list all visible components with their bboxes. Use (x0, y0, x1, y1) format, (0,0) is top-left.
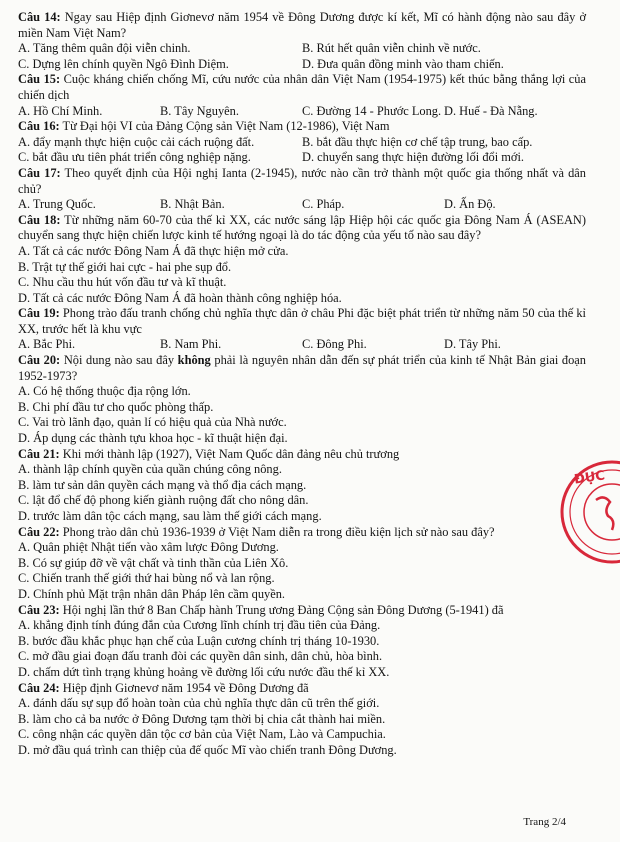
option-d: D. Áp dụng các thành tựu khoa học - kĩ thuật hiện đại. (18, 431, 288, 446)
option-b: B. Tây Nguyên. (160, 103, 239, 118)
question-number: Câu 16: (18, 119, 60, 134)
option-c: C. công nhận các quyền dân tộc cơ bản của Việt Nam, Lào và Campuchia. (18, 727, 386, 742)
question-stem: Câu 21: Khi mới thành lập (1927), Việt Nam Quốc dân đảng nêu chủ trương (18, 446, 400, 461)
option-a: A. Có hệ thống thuộc địa rộng lớn. (18, 384, 191, 399)
question-14 (18, 10, 586, 72)
option-b: B. làm cho cả ba nước ở Đông Dương tạm thời bị chia cắt thành hai miền. (18, 711, 386, 726)
question-number: Câu 15: (18, 72, 61, 87)
option-a: A. Tất cả các nước Đông Nam Á đã thực hiện mở cửa. (18, 243, 289, 258)
question-number: Câu 19: (18, 306, 60, 321)
question-19 (18, 306, 586, 353)
option-a: A. Tăng thêm quân đội viễn chinh. (18, 41, 191, 56)
option-d: D. Chính phủ Mặt trận nhân dân Pháp lên cầm quyền. (18, 586, 286, 601)
question-number: Câu 17: (18, 165, 61, 180)
question-stem: Câu 22: Phong trào dân chủ 1936-1939 ở Việt Nam diễn ra trong điều kiện lịch sử nào sau đây? (18, 524, 495, 539)
question-16 (18, 119, 586, 166)
option-c: C. Pháp. (302, 197, 345, 212)
question-stem: Câu 15: Cuộc kháng chiến chống Mĩ, cứu nước của nhân dân Việt Nam (1954-1975) kết thúc bằng thắng lợi của chiến dịch (18, 72, 586, 102)
question-24 (18, 681, 586, 759)
answer-options (18, 41, 586, 72)
question-stem: Câu 24: Hiệp định Giơnevơ năm 1954 về Đông Dương đã (18, 680, 309, 695)
option-d: D. Tây Phi. (444, 337, 501, 352)
option-d: D. chấm dứt tình trạng khủng hoảng về đường lối cứu nước đầu thế kỉ XX. (18, 664, 390, 679)
answer-options (18, 104, 586, 120)
option-a: A. Quân phiệt Nhật tiến vào xâm lược Đông Dương. (18, 540, 279, 555)
option-b: B. Nhật Bản. (160, 197, 225, 212)
option-a: A. khẳng định tính đúng đắn của Cương lĩnh chính trị đầu tiên của Đảng. (18, 618, 381, 633)
option-a: A. Trung Quốc. (18, 197, 96, 212)
option-c: C. bắt đầu ưu tiên phát triển công nghiệp nặng. (18, 150, 251, 165)
option-a: A. Hồ Chí Minh. (18, 103, 103, 118)
question-stem: Câu 18: Từ những năm 60-70 của thế kỉ XX, các nước sáng lập Hiệp hội các quốc gia Đông Nam Á (ASEAN) chuyển sang thực hiện chiến lược kinh tế hướng ngoại là do tác động của yếu tố nào sau đây? (18, 212, 586, 243)
seal-text: ĐỤC (573, 468, 606, 488)
question-number: Câu 23: (18, 602, 60, 617)
option-d: D. Đưa quân đồng minh vào tham chiến. (302, 56, 504, 71)
option-b: B. Có sự giúp đỡ về vật chất và tinh thần của Liên Xô. (18, 555, 289, 570)
official-seal-stamp (556, 456, 620, 568)
option-b: B. bước đầu khắc phục hạn chế của Luận cương chính trị tháng 10-1930. (18, 633, 380, 648)
question-17 (18, 166, 586, 213)
option-c: C. Dựng lên chính quyền Ngô Đình Diệm. (18, 56, 229, 71)
option-d: D. trước làm dân tộc cách mạng, sau làm thế giới cách mạng. (18, 509, 322, 523)
question-stem: Câu 20: Nội dung nào sau đây không phải là nguyên nhân dẫn đến sự phát triển của kinh tế Nhật Bản giai đoạn 1952-1973? (18, 353, 586, 383)
answer-options (18, 197, 586, 213)
option-b: B. Chi phí đầu tư cho quốc phòng thấp. (18, 399, 214, 414)
option-a: A. Bắc Phi. (18, 337, 76, 352)
question-number: Câu 24: (18, 680, 60, 695)
option-c: C. Đông Phi. (302, 337, 367, 352)
question-stem: Câu 14: Ngay sau Hiệp định Giơnevơ năm 1954 về Đông Dương được kí kết, Mĩ có hành động nào sau đây ở miền Nam Việt Nam? (18, 10, 586, 40)
question-stem: Câu 19: Phong trào đấu tranh chống chủ nghĩa thực dân ở châu Phi đặc biệt phát triển từ những năm 50 của thế kỉ XX, trước hết là khu vực (18, 306, 587, 336)
page-number: Trang 2/4 (523, 816, 566, 828)
question-20 (18, 353, 586, 447)
question-number: Câu 21: (18, 446, 60, 461)
question-stem: Câu 17: Theo quyết định của Hội nghị Ianta (2-1945), nước nào cần trở thành một quốc gia thống nhất và dân chủ? (18, 165, 587, 196)
option-b: B. Rút hết quân viễn chinh về nước. (302, 41, 481, 56)
option-d: D. Tất cả các nước Đông Nam Á đã hoàn thành công nghiệp hóa. (18, 290, 342, 305)
option-b: B. làm tư sản dân quyền cách mạng và thổ địa cách mạng. (18, 477, 307, 492)
answer-options (18, 337, 586, 353)
option-a: A. thành lập chính quyền của quần chúng công nông. (18, 462, 282, 477)
question-stem: Câu 16: Từ Đại hội VI của Đảng Cộng sản Việt Nam (12-1986), Việt Nam (18, 119, 390, 134)
option-c: C. lật đổ chế độ phong kiến giành ruộng đất cho nông dân. (18, 493, 309, 508)
option-c: C. Nhu cầu thu hút vốn đầu tư và kĩ thuật. (18, 275, 227, 290)
emphasis-not: không (177, 353, 211, 368)
answer-options (18, 135, 586, 166)
option-c: C. mở đầu giai đoạn đấu tranh đòi các quyền dân sinh, dân chủ, hòa bình. (18, 649, 383, 664)
question-number: Câu 20: (18, 353, 61, 368)
option-a: A. đẩy mạnh thực hiện cuộc cải cách ruộng đất. (18, 134, 255, 149)
question-number: Câu 18: (18, 212, 61, 227)
question-18 (18, 213, 586, 307)
option-c: C. Đường 14 - Phước Long. (302, 103, 442, 118)
question-15 (18, 72, 586, 119)
option-c: C. Vai trò lãnh đạo, quản lí có hiệu quả của Nhà nước. (18, 415, 287, 430)
option-d: D. chuyển sang thực hiện đường lối đổi mới. (302, 150, 525, 165)
exam-page (18, 10, 586, 759)
option-d: D. Ấn Độ. (444, 197, 496, 212)
question-23 (18, 603, 586, 681)
question-number: Câu 22: (18, 524, 60, 539)
option-a: A. đánh dấu sự sụp đổ hoàn toàn của chủ nghĩa thực dân cũ trên thế giới. (18, 696, 380, 711)
question-21 (18, 447, 586, 525)
option-b: B. bắt đầu thực hiện cơ chế tập trung, bao cấp. (302, 134, 533, 149)
question-number: Câu 14: (18, 10, 61, 24)
option-b: B. Nam Phi. (160, 337, 222, 352)
option-d: D. Huế - Đà Nẵng. (444, 103, 538, 118)
option-c: C. Chiến tranh thế giới thứ hai bùng nổ và lan rộng. (18, 571, 275, 586)
question-stem: Câu 23: Hội nghị lần thứ 8 Ban Chấp hành Trung ương Đảng Cộng sản Đông Dương (5-1941) đã (18, 602, 504, 617)
option-d: D. mở đầu quá trình can thiệp của đế quốc Mĩ vào chiến tranh Đông Dương. (18, 742, 397, 757)
option-b: B. Trật tự thế giới hai cực - hai phe sụp đổ. (18, 259, 232, 274)
question-22 (18, 525, 586, 603)
